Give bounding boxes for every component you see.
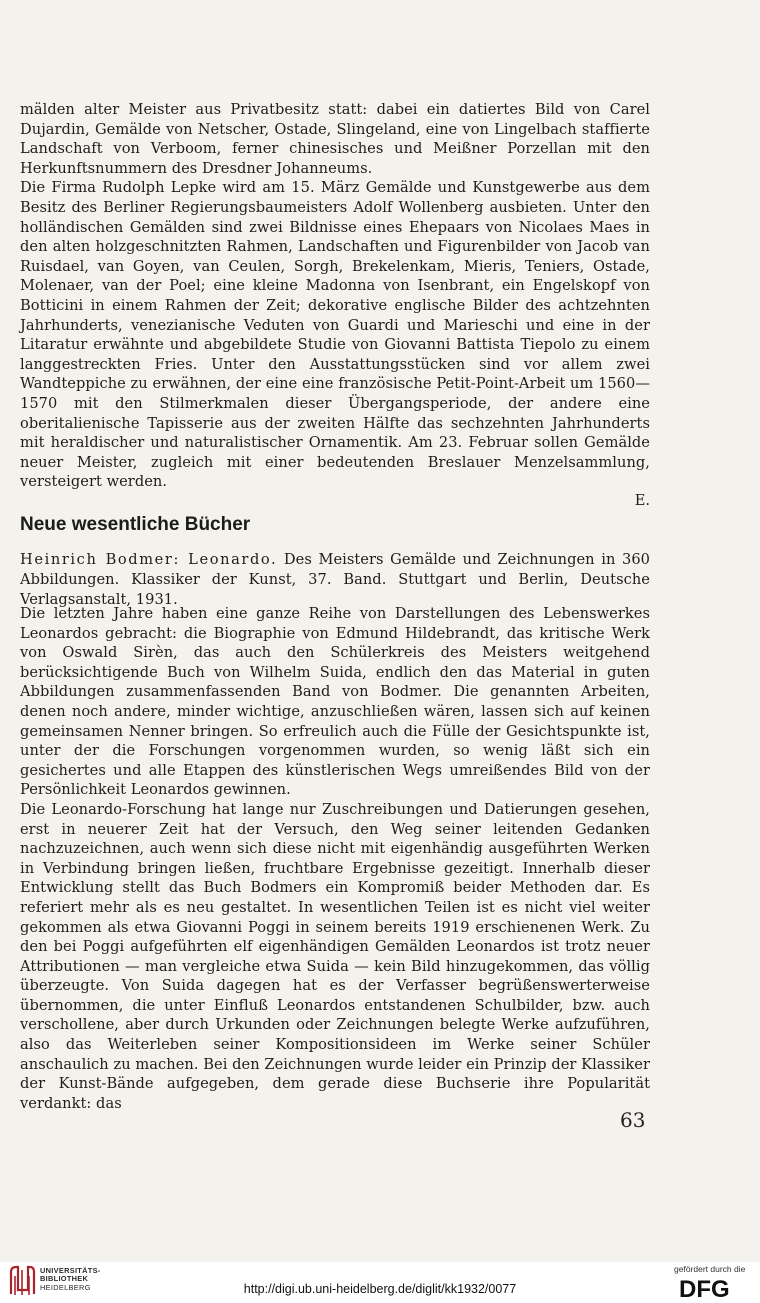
paragraph: Die Firma Rudolph Lepke wird am 15. März Gemälde und Kunstgewerbe aus dem Besitz des Berliner Regierungsbaumeisters Adolf Wollenberg ausbieten. Unter den holländischen Gemälden sind zwei Bildnisse eines Ehepaars von Nicolaes Maes in den alten holzgeschnitzten Rahmen, Landschaften und Figurenbilder von Jacob van Ruisdael, van Goyen, van Ceulen, Sorgh, Brekelenkam, Mieris, Teniers, Ostade, Molenaer, van der Poel; eine kleine Madonna von Isenbrant, ein Engelskopf von Botticini in einem Rahmen der Zeit; dekorative englische Bilder des achtzehnten Jahrhunderts, venezianische Veduten von Guardi und Marieschi und eine in der Litaratur erwähnte und abgebildete Studie von Giovanni Battista Tiepolo zu einem langgestreckten Fries. Unter den Ausstattungsstücken sind vor allem zwei Wandteppiche zu erwähnen, der eine eine französische Petit-Point-Arbeit um 1560—1570 mit den Stilmerkmalen dieser Übergangsperiode, der andere eine oberitalienische Tapisserie aus der zweiten Hälfte das sechzehnten Jahrhunderts mit heraldischer und naturalistischer Ornamentik. Am 23. Februar sollen Gemälde neuer Meister, zugleich mit einer bedeutenden Breslauer Menzelsammlung, versteigert werden. bbox=[20, 179, 650, 491]
book-review bbox=[20, 604, 650, 1113]
section-heading: Neue wesentliche Bücher bbox=[20, 514, 251, 535]
funding-label: gefördert durch die bbox=[674, 1264, 746, 1274]
paragraph: Die letzten Jahre haben eine ganze Reihe von Darstellungen des Lebenswerkes Leonardos gebracht: die Biographie von Edmund Hildebrandt, das kritische Werk von Oswald Sirèn, das auch den Schülerkreis des Meisters weitgehend berücksichtigende Buch von Wilhelm Suida, endlich den das Material in guten Abbildungen zusammenfassenden Band von Bodmer. Die genannten Arbeiten, denen noch andere, minder wichtige, anzuschließen wären, lassen sich auf keinen gemeinsamen Nenner bringen. So erfreulich auch die Fülle der Gesichtspunkte ist, unter der die Forschungen vorgenommen wurden, so wenig läßt sich ein gesichertes und alle Etappen des künstlerischen Wegs umreißendes Bild von der Persönlichkeit Leonardos gewinnen. bbox=[20, 605, 650, 799]
book-citation bbox=[20, 550, 650, 609]
dfg-logo-text: DFG bbox=[679, 1277, 730, 1299]
paragraph: mälden alter Meister aus Privatbesitz statt: dabei ein datiertes Bild von Carel Dujardin, Gemälde von Netscher, Ostade, Slingeland, eine von Lingelbach staffierte Landschaft von Verboom, ferner chinesisches und Meißner Porzellan mit den Herkunftsnummern des Dresdner Johanneums. bbox=[20, 101, 650, 177]
dfg-logo-icon[interactable] bbox=[677, 1277, 747, 1299]
page-number: 63 bbox=[620, 1108, 646, 1132]
citation-author-title: Heinrich Bodmer: Leonardo. bbox=[20, 551, 278, 568]
paragraph: Die Leonardo-Forschung hat lange nur Zuschreibungen und Datierungen gesehen, erst in neuerer Zeit hat der Versuch, den Weg seiner leitenden Gedanken nachzuzeichnen, auch wenn sich diese nicht mit eigenhändig ausgeführten Werken in Verbindung bringen ließen, fruchtbare Ergebnisse gezeitigt. Innerhalb dieser Entwicklung stellt das Buch Bodmers ein Kompromiß beider Methoden dar. Es referiert mehr als es neu gestaltet. In wesentlichen Teilen ist es nicht viel weiter gekommen als etwa Giovanni Poggi in seinem bereits 1919 erschienenen Werk. Zu den bei Poggi aufgeführten elf eigenhändigen Gemälden Leonardos ist trotz neuer Attributionen — man vergleiche etwa Suida — kein Bild hinzugekommen, das völlig überzeugte. Von Suida dagegen hat es der Verfasser begrüßenswerterweise übernommen, die unter Einfluß Leonardos entstandenen Schulbilder, bzw. auch verschollene, aber durch Urkunden oder Zeichnungen belegte Werke aufzuführen, also das Weiterleben seiner Kompositionsideen im Werke seiner Schüler anschaulich zu machen. Bei den Zeichnungen wurde leider ein Prinzip der Klassiker der Kunst-Bände aufgegeben, dem gerade diese Buchserie ihre Popularität verdankt: das bbox=[20, 800, 650, 1112]
library-name: UNIVERSITÄTS- BIBLIOTHEK HEIDELBERG bbox=[40, 1266, 101, 1292]
citation-details: Des Meisters Gemälde und Zeichnungen in 360 Abbildungen. Klassiker der Kunst, 37. Band. Stuttgart und Berlin, Deutsche Verlagsanstalt, 1931. bbox=[20, 551, 650, 608]
auction-report bbox=[20, 100, 650, 509]
permalink-url[interactable]: http://digi.ub.uni-heidelberg.de/diglit/kk1932/0077 bbox=[243, 1282, 517, 1296]
author-signature: E. bbox=[634, 491, 650, 509]
